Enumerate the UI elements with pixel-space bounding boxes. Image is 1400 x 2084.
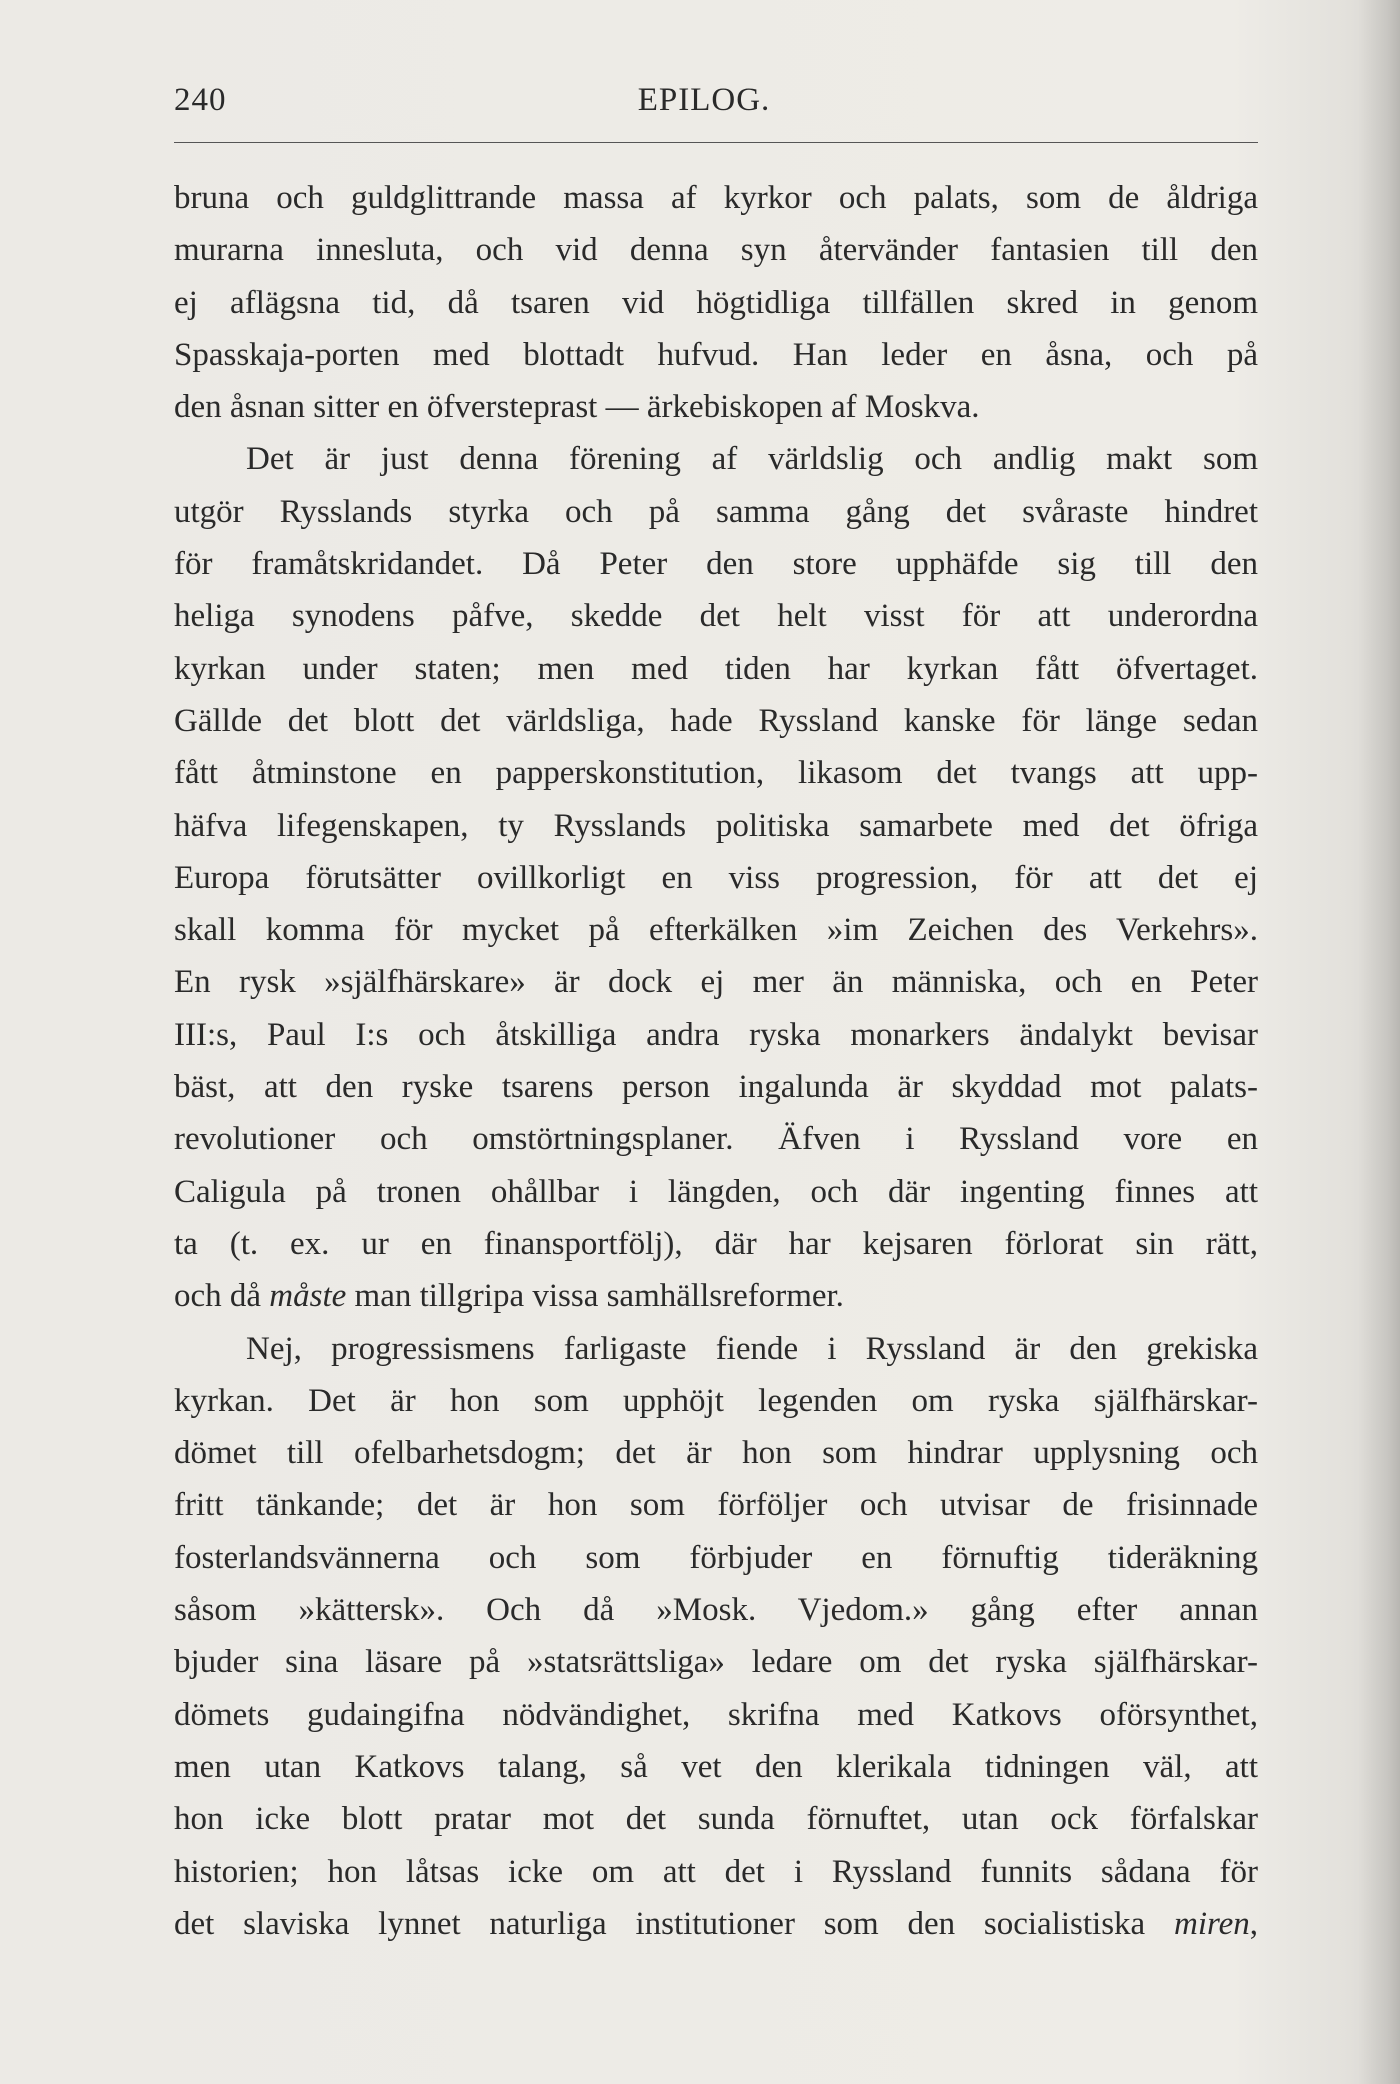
text-line: En rysk »själfhärskare» är dock ej mer än människa, och en Peter	[174, 964, 1258, 1001]
text-line: men utan Katkovs talang, så vet den klerikala tidningen väl, att	[174, 1748, 1258, 1785]
text-line: häfva lifegenskapen, ty Rysslands politiska samarbete med det öfriga	[174, 807, 1258, 844]
text-line: skall komma för mycket på efterkälken »im Zeichen des Verkehrs».	[174, 912, 1258, 949]
text-line: murarna inneslutа, och vid denna syn återvänder fantasien till den	[174, 232, 1258, 269]
text-line: hon icke blott pratar mot det sunda förnuftet, utan ock förfalskar	[174, 1801, 1258, 1838]
text-line: dömet till ofelbarhetsdogm; det är hon som hindrar upplysning och	[174, 1435, 1258, 1472]
text-line: Det är just denna förening af världslig och andlig makt som	[246, 441, 1258, 478]
text-line: ta (t. ex. ur en finansportfölj), där har kejsaren förlorat sin rätt,	[174, 1225, 1258, 1262]
text-line: utgör Rysslands styrka och på samma gång det svåraste hindret	[174, 493, 1258, 530]
text-segment: man tillgripa vissa samhällsreformer.	[346, 1278, 844, 1315]
text-segment: det slaviska lynnet naturliga institutioner som den socialistiska	[174, 1905, 1174, 1942]
text-line: bruna och guldglittrande massa af kyrkor och palats, som de åldriga	[174, 180, 1258, 216]
text-line: såsom »kättersk». Och då »Mosk. Vjedom.» gång efter annan	[174, 1592, 1258, 1629]
text-line: kyrkan under staten; men med tiden har kyrkan fått öfvertaget.	[174, 650, 1258, 687]
italic-word: måste	[269, 1278, 347, 1315]
page-gutter-shadow	[1358, 0, 1400, 2084]
text-line: Spasskaja-porten med blottadt hufvud. Han leder en åsna, och på	[174, 336, 1258, 373]
text-line: fosterlandsvännerna och som förbjuder en förnuftig tideräkning	[174, 1539, 1258, 1576]
text-segment: ,	[1249, 1905, 1258, 1942]
text-line: heliga synodens påfve, skedde det helt visst för att underordna	[174, 598, 1258, 635]
text-segment: och då	[174, 1278, 270, 1315]
text-line: fritt tänkande; det är hon som förföljer och utvisar de frisinnade	[174, 1487, 1258, 1524]
text-line: fått åtminstone en papperskonstitution, likasom det tvangs att upp-	[174, 755, 1258, 792]
text-line	[174, 1898, 1258, 1950]
text-line: Caligula på tronen ohållbar i längden, och där ingenting finnes att	[174, 1173, 1258, 1210]
page-header	[174, 82, 1254, 128]
text-line: revolutioner och omstörtningsplaner. Äfven i Ryssland vore en	[174, 1121, 1258, 1158]
header-rule	[174, 142, 1258, 143]
italic-word: miren	[1173, 1905, 1250, 1942]
text-line: Europa förutsätter ovillkorligt en viss progression, för att det ej	[174, 859, 1258, 896]
body-text	[174, 172, 1258, 1950]
page-number: 240	[174, 82, 227, 118]
text-line: historien; hon låtsas icke om att det i Ryssland funnits sådana för	[174, 1853, 1258, 1890]
text-line: kyrkan. Det är hon som upphöjt legenden om ryska själfhärskar-	[174, 1382, 1258, 1419]
text-line	[174, 1270, 1258, 1322]
text-line: ej aflägsna tid, då tsaren vid högtidliga tillfällen skred in genom	[174, 284, 1258, 321]
text-line: Nej, progressismens farligaste fiende i Ryssland är den grekiska	[246, 1330, 1258, 1367]
text-line: den åsnan sitter en öfversteprast — ärkebiskopen af Moskva.	[174, 389, 980, 426]
text-line: III:s, Paul I:s och åtskilliga andra ryska monarkers ändalykt bevisar	[174, 1016, 1258, 1053]
text-line: för framåtskridandet. Då Peter den store upphäfde sig till den	[174, 546, 1258, 583]
running-head: EPILOG.	[637, 82, 771, 118]
text-line: bjuder sina läsare på »statsrättsliga» ledare om det ryska själfhärskar-	[174, 1644, 1258, 1681]
text-line: bäst, att den ryske tsarens person ingalunda är skyddad mot palats-	[174, 1069, 1258, 1106]
text-line: dömets gudaingifna nödvändighet, skrifna med Katkovs oförsynthet,	[174, 1696, 1258, 1733]
text-line: Gällde det blott det världsliga, hade Ryssland kanske för länge sedan	[174, 702, 1258, 739]
